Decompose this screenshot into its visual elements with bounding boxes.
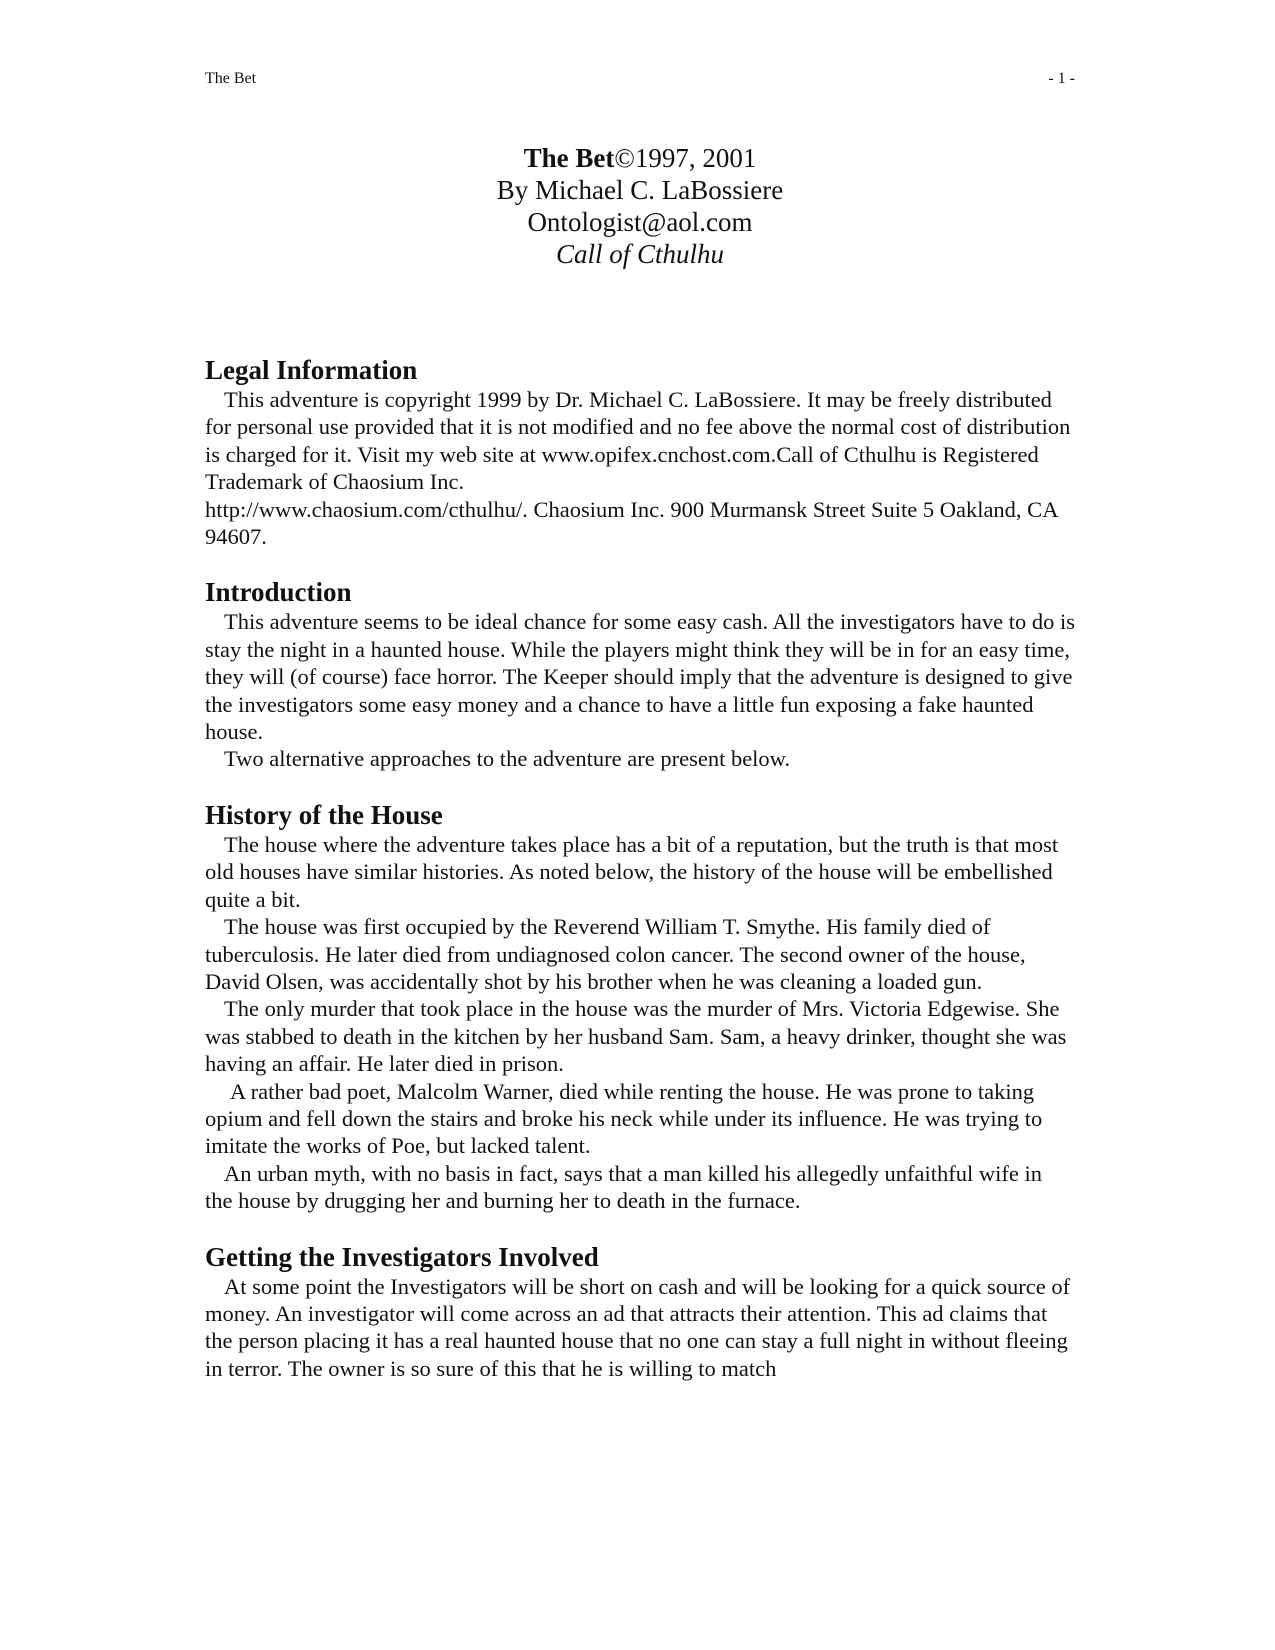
author-email: Ontologist@aol.com bbox=[527, 207, 753, 237]
copyright: ©1997, 2001 bbox=[614, 143, 757, 173]
document-body bbox=[205, 355, 1075, 1409]
game-name: Call of Cthulhu bbox=[555, 239, 725, 269]
paragraph: An urban myth, with no basis in fact, says that a man killed his allegedly unfaithful wife in the house by drugging her and burning her to death in the furnace. bbox=[205, 1160, 1042, 1214]
paragraph: http://www.chaosium.com/cthulhu/. Chaosium Inc. 900 Murmansk Street Suite 5 Oakland, CA 94607. bbox=[205, 496, 1058, 550]
paragraph: At some point the Investigators will be short on cash and will be looking for a quick source of money. An investigator will come across an ad that attracts their attention. This ad claims that the person placing it has a real haunted house that no one can stay a full night in without fleeing in terror. The owner is so sure of this that he is willing to match bbox=[205, 1273, 1071, 1381]
paragraph: The house was first occupied by the Reverend William T. Smythe. His family died of tuberculosis. He later died from undiagnosed colon cancer. The second owner of the house, David Olsen, was accidentally shot by his brother when he was cleaning a loaded gun. bbox=[205, 914, 1026, 994]
page-number: - 1 - bbox=[1048, 70, 1075, 87]
page-header bbox=[205, 70, 1075, 88]
section-heading: Getting the Investigators Involved bbox=[205, 1241, 599, 1272]
section-heading: History of the House bbox=[205, 799, 443, 830]
paragraph: This adventure is copyright 1999 by Dr. Michael C. LaBossiere. It may be freely distributed for personal use provided that it is not modified and no fee above the normal cost of distribution is charged for it. Visit my web site at www.opifex.cnchost.com.Call of Cthulhu is Registered Trademark of Chaosium Inc. bbox=[205, 387, 1071, 495]
section-heading: Introduction bbox=[205, 577, 352, 608]
section-history bbox=[205, 800, 1075, 1215]
running-title: The Bet bbox=[205, 70, 257, 87]
section-legal bbox=[205, 355, 1075, 550]
title-line bbox=[205, 142, 1075, 174]
section-heading: Legal Information bbox=[205, 355, 418, 385]
section-introduction bbox=[205, 577, 1075, 772]
paragraph: The house where the adventure takes place has a bit of a reputation, but the truth is that most old houses have similar histories. As noted below, the history of the house will be embellished quite a bit. bbox=[205, 831, 1059, 912]
document-title: The Bet bbox=[523, 143, 615, 173]
paragraph: The only murder that took place in the house was the murder of Mrs. Victoria Edgewise. She was stabbed to death in the kitchen by her husband Sam. Sam, a heavy drinker, thought she was having an affair. He later died in prison. bbox=[205, 996, 1067, 1077]
section-involved bbox=[205, 1242, 1075, 1383]
title-block bbox=[205, 142, 1075, 270]
paragraph: Two alternative approaches to the adventure are present below. bbox=[224, 746, 791, 772]
author: By Michael C. LaBossiere bbox=[496, 175, 784, 205]
paragraph: This adventure seems to be ideal chance for some easy cash. All the investigators have to do is stay the night in a haunted house. While the players might think they will be in for an easy time, they will (of course) face horror. The Keeper should imply that the adventure is designed to give the investigators some easy money and a chance to have a little fun exposing a fake haunted house. bbox=[205, 609, 1076, 745]
paragraph: A rather bad poet, Malcolm Warner, died while renting the house. He was prone to taking opium and fell down the stairs and broke his neck while under its influence. He was trying to imitate the works of Poe, but lacked talent. bbox=[205, 1078, 1043, 1159]
